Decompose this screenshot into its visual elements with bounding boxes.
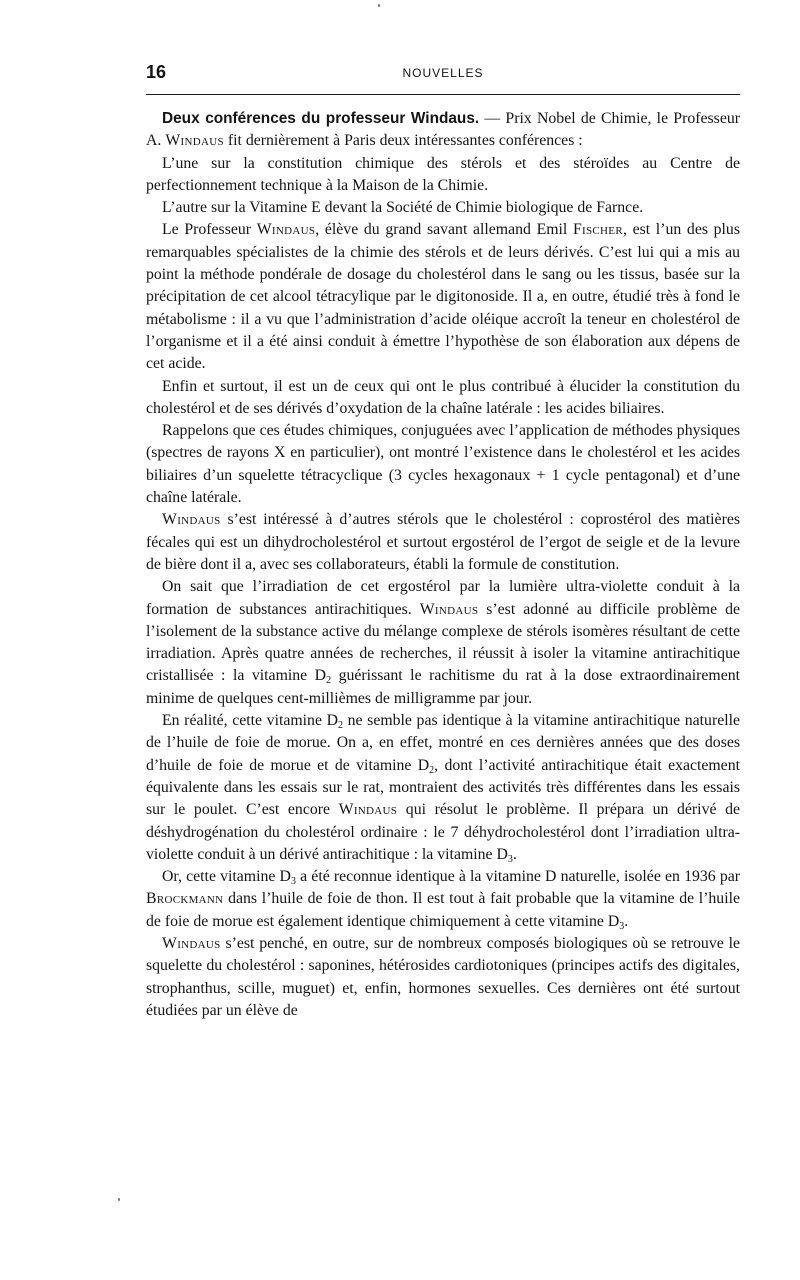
page-header	[146, 60, 740, 90]
text-run: fit dernièrement à Paris deux intéressantes conférences :	[223, 132, 583, 150]
paragraph-8	[146, 576, 740, 710]
article-heading: Deux conférences du professeur Windaus.	[162, 110, 480, 127]
page-number: 16	[146, 62, 167, 82]
text-run: , dont l’activité antirachitique était exactement équivalente dans les essais sur le rat, montraient des activités très différentes dans les essais sur le poulet. C’est encore	[146, 756, 740, 819]
person-name: Brockmann	[146, 890, 224, 908]
paragraph-4	[146, 219, 740, 375]
text-run: a été reconnue identique à la vitamine D naturelle, isolée en 1936 par	[295, 868, 740, 886]
text-run: En réalité, cette vitamine D	[162, 712, 338, 730]
text-run: — Prix Nobel de Chimie, le Professeur A.	[146, 110, 740, 150]
text-run: s’est intéressé à d’autres stérols que le cholestérol : coprostérol des matières fécales qui est un dihydrocholestérol et surtout ergostérol de l’ergot de seigle et de la levure de bière dont il a, avec ses collaborateurs, établi la formule de constitution.	[146, 511, 740, 573]
person-name: Windaus	[419, 600, 479, 618]
paragraph-6: Rappelons que ces études chimiques, conjuguées avec l’application de méthodes physiques (spectres de rayons X en particulier), ont montré l’existence dans le cholestérol et les acides biliaires d’un squelette tétracyclique (3 cycles hexagonaux + 1 cycle pentagonal) et d’une chaîne latérale.	[146, 422, 740, 507]
person-name: Windaus	[338, 801, 398, 819]
text-run: , est l’un des plus remarquables spécialistes de la chimie des stérols et de leurs dérivés. C’est lui qui a mis au point la méthode pondérale de dosage du cholestérol dans le sang ou les tissus, basée sur la précipitation de cet alcool tétracylique par le digitonoside. Il a, en outre, étudié très à fond le métabolisme : il a vu que l’administration d’acide oléique accroît la teneur en cholestérol de l’organisme et il a été ainsi conduit à émettre l’hypothèse de son élaboration aux dépens de cet acide.	[146, 221, 740, 373]
text-run: On sait que l’irradiation de cet ergostérol par la lumière ultra-violette conduit à la formation de substances antirachitiques.	[146, 578, 740, 618]
subscript: 2	[326, 675, 332, 687]
print-speck	[118, 1198, 120, 1201]
person-name: Windaus	[165, 132, 224, 150]
subscript: 3	[290, 876, 296, 888]
paragraph-1	[146, 108, 740, 153]
text-run: qui résolut le problème. Il prépara un dérivé de déshydrogénation du cholestérol ordinaire : le 7 déhydrocholestérol dont l’irradiation ultra-violette conduit à un dérivé antirachitique : la vitamine D	[146, 801, 740, 863]
person-name: Fischer	[572, 221, 623, 239]
text-run: guérissant le rachitisme du rat à la dose extraordinairement minime de quelques cent-millièmes de milligramme par jour.	[146, 667, 740, 707]
header-rule	[146, 94, 740, 95]
person-name: Windaus	[256, 221, 316, 239]
subscript: 2	[338, 720, 343, 732]
text-run: ne semble pas identique à la vitamine antirachitique naturelle de l’huile de foie de morue. On a, en effet, montré en ces dernières années que des doses d’huile de foie de morue et de vitamine D	[146, 712, 741, 774]
text-run: Or, cette vitamine D	[162, 868, 291, 886]
paragraph-10	[146, 866, 740, 933]
paragraph-2: L’une sur la constitution chimique des stérols et des stéroïdes au Centre de perfectionnement technique à la Maison de la Chimie.	[146, 154, 740, 194]
text-run: s’est penché, en outre, sur de nombreux composés biologiques où se retrouve le squelette du cholestérol : saponines, hétérosides cardiotoniques (principes actifs des digitales, strophanthus, scille, muguet) et, enfin, hormones sexuelles. Ces dernières ont été surtout étudiées par un élève de	[146, 934, 740, 1019]
running-head: NOUVELLES	[402, 66, 484, 80]
article-body	[146, 108, 740, 1022]
subscript: 3	[619, 920, 625, 932]
person-name: Windaus	[162, 511, 221, 529]
text-run: .	[624, 912, 629, 930]
text-run: s’est adonné au difficile problème de l’isolement de la substance active du mélange complexe de stérols isomères résultant de cette irradiation. Après quatre années de recherches, il réussit à isoler la vitamine antirachitique cristallisée : la vitamine D	[146, 600, 740, 685]
paragraph-9	[146, 710, 740, 866]
text-run: .	[512, 845, 517, 863]
text-run: Le Professeur	[162, 221, 257, 239]
paragraph-5: Enfin et surtout, il est un de ceux qui ont le plus contribué à élucider la constitution du cholestérol et de ses dérivés d’oxydation de la chaîne latérale : les acides biliaires.	[146, 377, 740, 417]
subscript: 3	[507, 853, 513, 865]
subscript: 2	[429, 764, 435, 776]
print-speck	[378, 4, 380, 7]
paragraph-11	[146, 933, 740, 1022]
text-run: dans l’huile de foie de thon. Il est tout à fait probable que la vitamine de l’huile de foie de morue est également identique chimiquement à cette vitamine D	[146, 890, 740, 930]
paragraph-7	[146, 509, 740, 576]
person-name: Windaus	[162, 934, 221, 952]
paragraph-3: L’autre sur la Vitamine E devant la Société de Chimie biologique de Farnce.	[162, 199, 644, 217]
text-run: , élève du grand savant allemand Emil	[315, 221, 573, 239]
